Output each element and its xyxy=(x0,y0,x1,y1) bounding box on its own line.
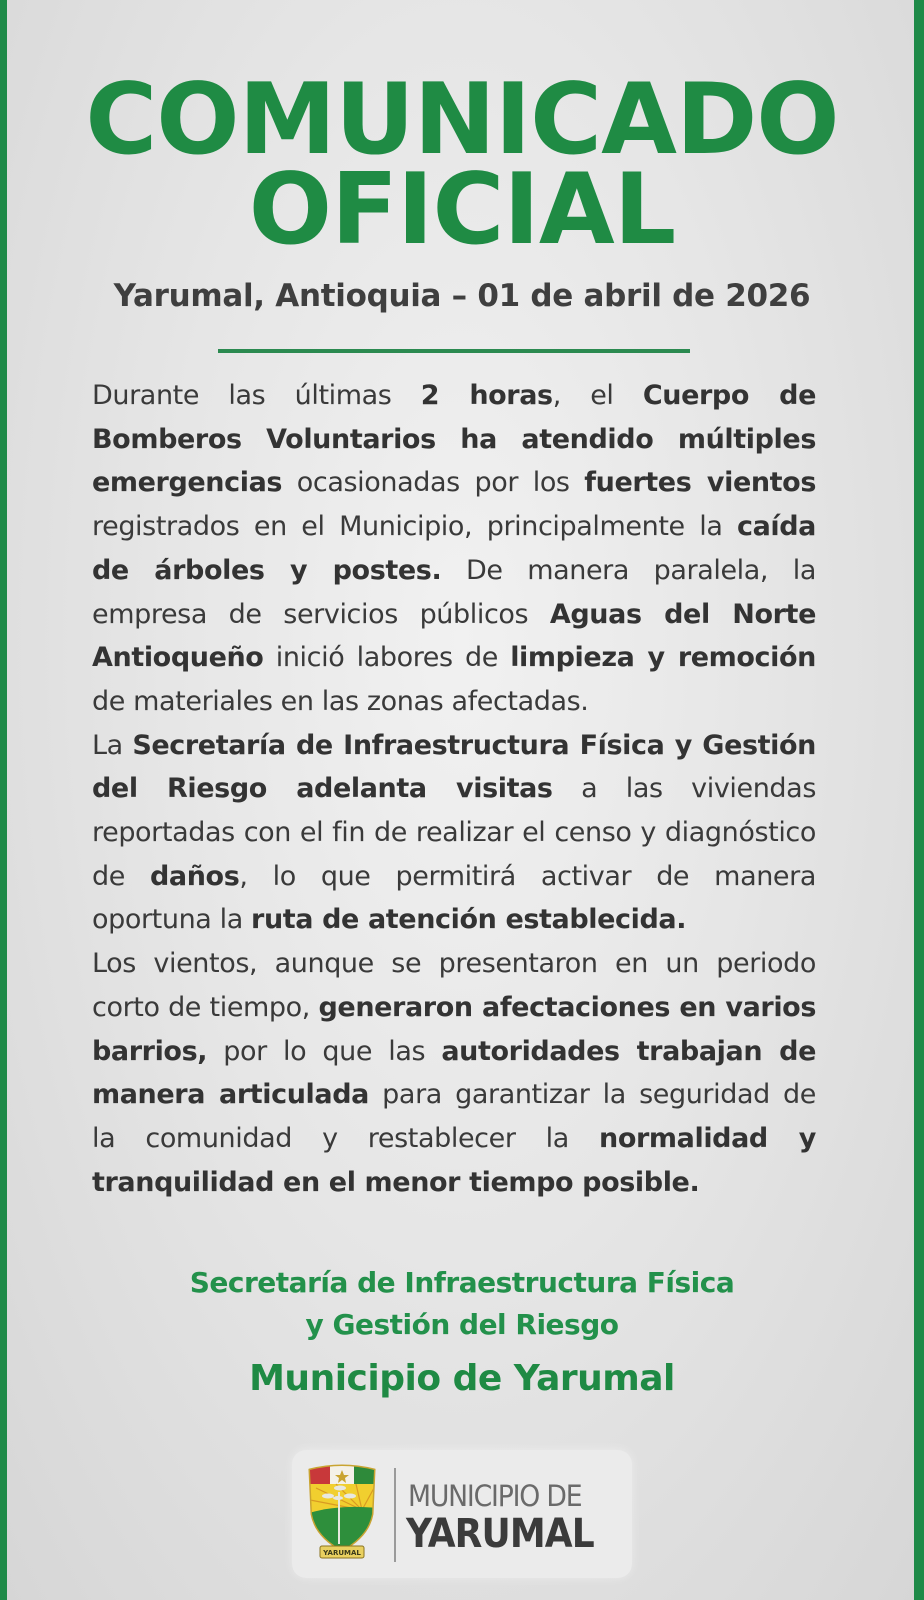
text-run-bold: limpieza y remoción xyxy=(510,642,816,674)
title-line-1: COMUNICADO xyxy=(85,63,839,177)
text-run: De manera paralela, la empresa de servicios públicos xyxy=(92,554,816,630)
text-run: La xyxy=(92,729,133,761)
text-run: , lo que permitirá activar de manera oportuna la xyxy=(92,860,816,936)
text-run: registrados en el Municipio, principalmente la xyxy=(92,511,737,543)
paragraph-1 xyxy=(92,374,816,724)
svg-text:YARUMAL: YARUMAL xyxy=(323,1549,361,1557)
municipality-logo xyxy=(292,1450,632,1578)
text-run: inició labores de xyxy=(263,642,511,674)
text-run-bold: normalidad y tranquilidad en el menor tiempo posible. xyxy=(92,1122,816,1198)
announcement-body xyxy=(92,374,816,1204)
text-run: por lo que las xyxy=(207,1035,442,1067)
text-run-bold: autoridades trabajan de manera articulada xyxy=(92,1035,816,1111)
text-run-bold: generaron afectaciones en varios barrios, xyxy=(92,991,817,1067)
text-run: Durante las últimas xyxy=(92,380,421,411)
text-run-bold: caída de árboles y postes. xyxy=(92,511,816,586)
paragraph-2 xyxy=(92,724,816,943)
coat-of-arms-icon xyxy=(306,1464,378,1560)
logo-separator xyxy=(394,1468,396,1562)
text-run: , el xyxy=(552,380,643,411)
text-run-bold: 2 horas xyxy=(420,380,553,411)
signature-department-line-1: Secretaría de Infraestructura Física xyxy=(189,1266,735,1299)
header-divider xyxy=(218,349,690,353)
text-run-bold: ruta de atención establecida. xyxy=(251,904,687,936)
signature-department-line-2: y Gestión del Riesgo xyxy=(305,1308,619,1341)
text-run-bold: daños xyxy=(149,860,240,892)
logo-text-yarumal: YARUMAL xyxy=(406,1511,594,1557)
date-location-line: Yarumal, Antioquia – 01 de abril de 2026 xyxy=(113,278,811,314)
text-run: a las viviendas reportadas con el fin de realizar el censo y diagnóstico de xyxy=(92,773,816,892)
text-run-bold: Cuerpo de Bomberos Voluntarios ha atendido múltiples emergencias xyxy=(92,380,816,499)
signature-municipality: Municipio de Yarumal xyxy=(249,1358,675,1399)
title-line-2: OFICIAL xyxy=(248,153,676,267)
text-run-bold: Secretaría de Infraestructura Física y Gestión del Riesgo adelanta visitas xyxy=(92,729,816,805)
paragraph-3 xyxy=(92,942,816,1204)
text-run-bold: Aguas del Norte Antioqueño xyxy=(92,598,816,674)
text-run-bold: fuertes vientos xyxy=(584,467,817,499)
text-run: Los vientos, aunque se presentaron en un periodo corto de tiempo, xyxy=(92,948,816,1023)
logo-text-municipio-de: MUNICIPIO DE xyxy=(408,1479,582,1513)
text-run: para garantizar la seguridad de la comunidad y restablecer la xyxy=(92,1079,816,1154)
text-run: ocasionadas por los xyxy=(282,467,585,499)
text-run: de materiales en las zonas afectadas. xyxy=(92,685,589,717)
